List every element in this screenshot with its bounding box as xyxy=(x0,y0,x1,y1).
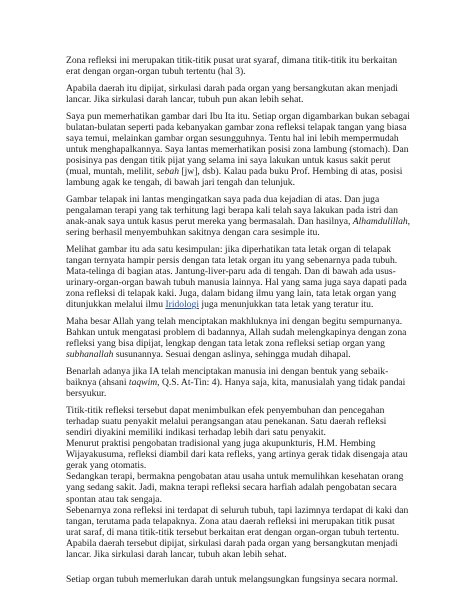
text-line: urinary-organ-organ bawah tubuh manusia lainnya. Hal yang sama juga saya dapati pada xyxy=(66,277,407,289)
text-line: Saya pun memerhatikan gambar dari Ibu Ita itu. Setiap organ digambarkan bukan sebagai xyxy=(66,110,410,122)
text-line: saya temui, melainkan gambar organ sesungguhnya. Tentu hal ini lebih mempermudah xyxy=(66,132,399,144)
text-line: spontan atau tak sengaja. xyxy=(66,493,162,505)
text-line: subhanallah susunannya. Sesuai dengan aslinya, sehingga mudah dihapal. xyxy=(66,349,351,361)
paragraph xyxy=(66,111,420,189)
text-line: Sedangkan terapi, bermakna pengobatan atau usaha untuk memulihkan kesehatan orang xyxy=(66,471,404,483)
text-line: lancar. Jika sirkulasi darah lancar, tubuh pun akan lebih sehat. xyxy=(66,93,304,105)
text-line: Titik-titik refleksi tersebut dapat menimbulkan efek penyembuhan dan pencegahan xyxy=(66,404,385,416)
paragraph xyxy=(66,194,420,238)
text-line: Menurut praktisi pengobatan tradisional yang juga akupunkturis, H.M. Hembing xyxy=(66,438,376,450)
text-line: lambung agak ke tengah, di bawah jari tengah dan telunjuk. xyxy=(66,177,295,189)
text-line: pengalaman terapi yang tak terhitung lagi berapa kali telah saya lakukan pada istri dan xyxy=(66,204,398,216)
text-line: Mata-telinga di bagian atas. Jantung-liver-paru ada di tengah. Dan di bawah ada usus- xyxy=(66,265,396,277)
paragraph xyxy=(66,244,420,311)
text-line: Benarlah adanya jika IA telah menciptakan manusia ini dengan bentuk yang sebaik- xyxy=(66,365,389,377)
text-line: terhadap suatu penyakit melalui perangsangan atau penekanan. Satu daerah refleksi xyxy=(66,415,387,427)
text-line: tangan ternyata hampir persis dengan tata letak organ itu yang sebenarnya pada tubuh. xyxy=(66,254,398,266)
text-line: Apabila daerah tersebut dipijat, sirkulasi darah pada organ yang bersangkutan menjadi xyxy=(66,537,398,549)
text-line: posisinya pas dengan titik pijat yang selama ini saya lakukan untuk kasus sakit perut xyxy=(66,154,391,166)
text-line: lancar. Jika sirkulasi darah lancar, tubuh akan lebih sehat. xyxy=(66,549,287,560)
text-line: Apabila daerah itu dipijat, sirkulasi darah pada organ yang bersangkutan akan menjadi xyxy=(66,82,398,94)
iridologi-link[interactable]: Iridologi xyxy=(165,299,200,311)
paragraph xyxy=(66,366,420,399)
text-line: Wijayakusuma, refleksi diambil dari kata refleks, yang artinya gerak tidak disengaja atau xyxy=(66,449,408,461)
text-line: Gambar telapak ini lantas mengingatkan saya pada dua kejadian di atas. Dan juga xyxy=(66,193,380,205)
text-line: sering berhasil menyembuhkan sakitnya dengan cara sesimple itu. xyxy=(66,227,320,239)
text-line: refleksi yang bisa dipijat, lengkap dengan tata letak zona refleksi setiap organ yang xyxy=(66,338,385,350)
text-line: anak-anak saya untuk kasus perut mereka yang bermasalah. Dan hasilnya, Alhamdulillah, xyxy=(66,216,411,227)
text-line: Zona refleksi ini merupakan titik-titik pusat urat syaraf, dimana titik-titik itu berkaitan xyxy=(66,55,398,66)
text-line: tangan, terutama pada telapaknya. Zona atau daerah refleksi ini merupakan titik pusat xyxy=(66,515,395,527)
text-line: Maha besar Allah yang telah menciptakan makhluknya ini dengan begitu sempurnanya. xyxy=(66,315,403,327)
text-line: Sebenarnya zona refleksi ini terdapat di seluruh tubuh, tapi lazimnya terdapat di kaki dan xyxy=(66,504,409,516)
text-line: baiknya (ahsani taqwim, Q.S. At-Tin: 4). Hanya saja, kita, manusialah yang tidak pandai xyxy=(66,377,406,388)
text-line: gerak yang otomatis. xyxy=(66,460,147,472)
paragraph xyxy=(66,83,420,105)
text-line: urat saraf, di mana titik-titik tersebut berkaitan erat dengan organ-organ tubuh tertentu. xyxy=(66,526,400,538)
text-line: (mual, muntah, melilit, sebah [jw], dsb). Kalau pada buku Prof. Hembing di atas, posisi xyxy=(66,166,403,178)
text-line: Bahkan untuk mengatasi problem di badannya, Allah sudah melengkapinya dengan zona xyxy=(66,327,407,339)
text-line: bersyukur. xyxy=(66,388,107,400)
text-line: Melihat gambar itu ada satu kesimpulan: jika diperhatikan tata letak organ di telapak xyxy=(66,243,392,255)
text-line: yang sedang sakit. Jadi, makna terapi refleksi secara harfiah adalah pengobatan secara xyxy=(66,482,397,494)
paragraph xyxy=(66,55,420,77)
text-line: bulatan-bulatan seperti pada kebanyakan gambar zona refleksi telapak tangan yang biasa xyxy=(66,121,407,133)
paragraph xyxy=(66,316,420,360)
text-line: sendiri diyakini memiliki indikasi terhadap lebih dari satu penyakit. xyxy=(66,426,326,438)
text-line: untuk menghapalkannya. Saya lantas memerhatikan posisi zona lambung (stomach). Dan xyxy=(66,143,409,155)
paragraph xyxy=(66,405,420,560)
text-line: erat dengan organ-organ tubuh tertentu (hal 3). xyxy=(66,66,246,78)
document-body xyxy=(66,55,420,585)
text-line: zona refleksi di telapak kaki. Juga, dalam bidang ilmu yang lain, tata letak organ yang xyxy=(66,288,397,300)
text-line: Setiap organ tubuh memerlukan darah untuk melangsungkan fungsinya secara normal. xyxy=(66,574,398,586)
paragraph xyxy=(66,574,420,585)
text-line: ditunjukkan melalui ilmu Iridologi juga menunjukkan tata letak yang teratur itu. xyxy=(66,299,374,311)
